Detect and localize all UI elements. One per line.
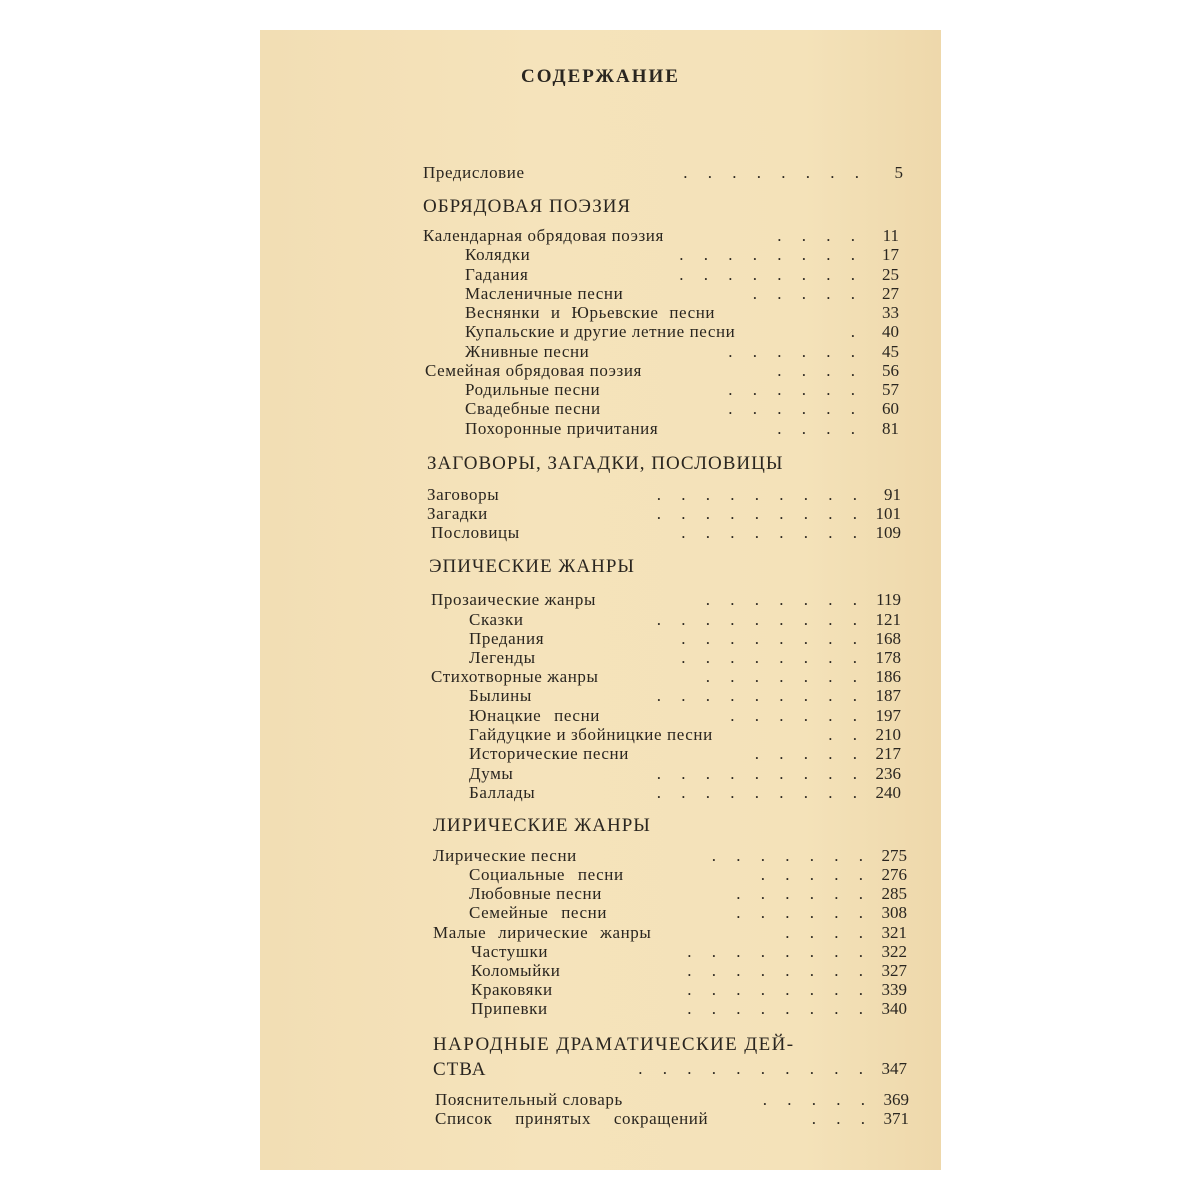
toc-entry-page: 321 xyxy=(881,923,907,942)
toc-entry-page: 340 xyxy=(881,999,907,1018)
toc-entry[interactable] xyxy=(469,865,905,885)
leader-dots: . . . . . . . . xyxy=(687,980,863,999)
toc-entry-page: 56 xyxy=(882,361,899,380)
toc-entry[interactable] xyxy=(469,783,901,803)
toc-entry-page: 308 xyxy=(881,903,907,922)
toc-entry-label: Социальные песни xyxy=(469,865,624,884)
toc-entry-page: 327 xyxy=(881,961,907,980)
leader-dots: . . . . . . . . xyxy=(681,629,857,648)
toc-entry-label: Частушки xyxy=(471,942,549,961)
toc-entry-label: Свадебные песни xyxy=(465,399,601,418)
section-heading-folk-drama: НАРОДНЫЕ ДРАМАТИЧЕСКИЕ ДЕЙ- xyxy=(433,1034,795,1055)
toc-entry-page: 27 xyxy=(882,284,899,303)
toc-entry[interactable] xyxy=(465,380,899,400)
toc-entry[interactable] xyxy=(469,648,901,668)
toc-entry[interactable] xyxy=(465,284,899,304)
toc-entry-page: 347 xyxy=(881,1059,907,1078)
toc-entry[interactable] xyxy=(471,942,905,962)
toc-entry-page: 119 xyxy=(876,590,901,609)
toc-entry-page: 210 xyxy=(875,725,901,744)
toc-entry-page: 91 xyxy=(884,485,901,504)
toc-entry-page: 276 xyxy=(881,865,907,884)
toc-entry-label: Семейная обрядовая поэзия xyxy=(425,361,642,380)
section-heading-charms-riddles-proverbs: ЗАГОВОРЫ, ЗАГАДКИ, ПОСЛОВИЦЫ xyxy=(427,453,784,474)
toc-entry[interactable] xyxy=(469,610,901,630)
toc-entry-page: 101 xyxy=(875,504,901,523)
toc-entry[interactable] xyxy=(465,419,899,439)
toc-entry[interactable] xyxy=(465,303,899,323)
toc-entry-page: 168 xyxy=(875,629,901,648)
page-title: СОДЕРЖАНИЕ xyxy=(521,66,680,87)
toc-entry[interactable] xyxy=(423,226,899,246)
toc-entry-label: Краковяки xyxy=(471,980,553,999)
toc-entry[interactable] xyxy=(433,846,905,866)
toc-entry-label: Стихотворные жанры xyxy=(431,667,599,686)
leader-dots: . . . . . . . . xyxy=(679,265,855,284)
leader-dots: . . . . . . . . . xyxy=(656,764,857,783)
toc-entry[interactable] xyxy=(469,884,905,904)
toc-entry-page: 45 xyxy=(882,342,899,361)
toc-entry[interactable] xyxy=(469,725,901,745)
toc-entry-label: Веснянки и Юрьевские песни xyxy=(465,303,716,322)
toc-entry-label: Пояснительный словарь xyxy=(435,1090,623,1109)
toc-entry[interactable] xyxy=(469,744,901,764)
leader-dots: . . . . . xyxy=(762,1090,865,1109)
leader-dots: . . . . . xyxy=(760,865,863,884)
leader-dots: . . . . xyxy=(785,923,863,942)
toc-entry-page: 25 xyxy=(882,265,899,284)
toc-entry-page: 178 xyxy=(875,648,901,667)
leader-dots: . . . . . . . xyxy=(705,667,857,686)
leader-dots: . . . . . . . . . . xyxy=(638,1059,863,1078)
toc-entry-page: 217 xyxy=(875,744,901,763)
toc-entry[interactable] xyxy=(471,980,905,1000)
toc-entry[interactable] xyxy=(425,361,899,381)
leader-dots: . . . . . xyxy=(752,284,855,303)
toc-entry-label: Похоронные причитания xyxy=(465,419,659,438)
section-heading-folk-drama-cont: СТВА xyxy=(433,1059,487,1080)
toc-entry-label: Заговоры xyxy=(427,485,500,504)
toc-entry[interactable] xyxy=(471,999,905,1019)
leader-dots: . . xyxy=(828,725,857,744)
toc-entry[interactable] xyxy=(469,686,901,706)
leader-dots: . . . xyxy=(811,1109,865,1128)
leader-dots: . . . . . . xyxy=(728,342,855,361)
toc-entry[interactable] xyxy=(465,265,899,285)
toc-entry[interactable] xyxy=(433,1059,905,1079)
toc-entry[interactable] xyxy=(469,764,901,784)
leader-dots: . . . . . . xyxy=(736,903,863,922)
toc-entry-page: 322 xyxy=(881,942,907,961)
toc-entry-page: 369 xyxy=(883,1090,909,1109)
toc-entry-page: 285 xyxy=(881,884,907,903)
leader-dots: . . . . . . . . xyxy=(683,163,859,182)
toc-entry-page: 11 xyxy=(882,226,899,245)
toc-entry-label: Малые лирические жанры xyxy=(433,923,652,942)
toc-entry[interactable] xyxy=(435,1109,907,1129)
toc-entry-label: Семейные песни xyxy=(469,903,608,922)
toc-entry[interactable] xyxy=(465,399,899,419)
toc-entry-label: Пословицы xyxy=(431,523,520,542)
section-heading-lyric-genres: ЛИРИЧЕСКИЕ ЖАНРЫ xyxy=(433,815,651,836)
leader-dots: . . . . . . . . . xyxy=(656,686,857,705)
section-heading-ritual-poetry: ОБРЯДОВАЯ ПОЭЗИЯ xyxy=(423,196,632,217)
leader-dots: . . . . . . xyxy=(728,399,855,418)
book-page xyxy=(260,30,941,1170)
leader-dots: . . . . xyxy=(777,419,855,438)
toc-entry-label: Гадания xyxy=(465,265,529,284)
toc-entry[interactable] xyxy=(431,590,901,610)
toc-entry-label: Масленичные песни xyxy=(465,284,624,303)
leader-dots: . . . . . . . . . xyxy=(656,504,857,523)
leader-dots: . . . . . . . . xyxy=(679,245,855,264)
toc-entry-page: 109 xyxy=(875,523,901,542)
toc-entry-label: Прозаические жанры xyxy=(431,590,596,609)
toc-entry-page: 187 xyxy=(875,686,901,705)
leader-dots: . . . . . xyxy=(754,744,857,763)
toc-entry-label: Родильные песни xyxy=(465,380,601,399)
toc-entry[interactable] xyxy=(469,706,901,726)
leader-dots: . . . . . . . . xyxy=(687,999,863,1018)
toc-entry-page: 240 xyxy=(875,783,901,802)
toc-entry[interactable] xyxy=(465,342,899,362)
toc-entry-label: Загадки xyxy=(427,504,488,523)
leader-dots: . . . . . . . . . xyxy=(656,485,857,504)
toc-entry-label: Список принятых сокращений xyxy=(435,1109,709,1128)
leader-dots: . . . . . . xyxy=(736,884,863,903)
leader-dots: . . . . . . . . xyxy=(681,648,857,667)
toc-entry[interactable] xyxy=(423,163,903,183)
toc-entry-label: Исторические песни xyxy=(469,744,629,763)
leader-dots: . . . . . . . . xyxy=(687,942,863,961)
toc-entry-label: Баллады xyxy=(469,783,536,802)
toc-entry-page: 371 xyxy=(883,1109,909,1128)
toc-entry-label: Гайдуцкие и збойницкие песни xyxy=(469,725,713,744)
toc-entry[interactable] xyxy=(465,245,899,265)
toc-entry-label: Лирические песни xyxy=(433,846,577,865)
toc-entry-label: Сказки xyxy=(469,610,524,629)
toc-entry[interactable] xyxy=(465,322,899,342)
toc-entry-page: 33 xyxy=(882,303,899,322)
toc-entry-page: 339 xyxy=(881,980,907,999)
toc-entry[interactable] xyxy=(431,523,901,543)
toc-entry-label: Легенды xyxy=(469,648,536,667)
toc-entry-label: Припевки xyxy=(471,999,548,1018)
toc-entry-page: 57 xyxy=(882,380,899,399)
toc-entry-label: Думы xyxy=(469,764,514,783)
leader-dots: . . . . . . . xyxy=(705,590,857,609)
toc-entry-label: Купальские и другие летние песни xyxy=(465,322,736,341)
toc-entry[interactable] xyxy=(435,1090,907,1110)
leader-dots: . . . . xyxy=(777,226,855,245)
toc-entry-label: Жнивные песни xyxy=(465,342,590,361)
toc-entry[interactable] xyxy=(471,961,905,981)
leader-dots: . . . . . . . xyxy=(711,846,863,865)
toc-entry-page: 81 xyxy=(882,419,899,438)
leader-dots: . . . . xyxy=(777,361,855,380)
toc-entry-label: Календарная обрядовая поэзия xyxy=(423,226,664,245)
toc-entry[interactable] xyxy=(469,903,905,923)
toc-entry-page: 275 xyxy=(881,846,907,865)
toc-entry[interactable] xyxy=(433,923,905,943)
leader-dots: . . . . . . xyxy=(728,380,855,399)
toc-entry-page: 17 xyxy=(882,245,899,264)
toc-entry-label: Колядки xyxy=(465,245,531,264)
toc-entry-page: 186 xyxy=(875,667,901,686)
toc-entry-label: Предисловие xyxy=(423,163,525,182)
toc-entry-label: Предания xyxy=(469,629,545,648)
toc-entry-page: 5 xyxy=(894,163,903,182)
toc-entry-label: Былины xyxy=(469,686,532,705)
toc-entry[interactable] xyxy=(427,485,901,505)
toc-entry-page: 40 xyxy=(882,322,899,341)
toc-entry[interactable] xyxy=(469,629,901,649)
toc-entry-label: Коломыйки xyxy=(471,961,561,980)
toc-entry[interactable] xyxy=(431,667,901,687)
leader-dots: . . . . . . xyxy=(730,706,857,725)
toc-entry-page: 197 xyxy=(875,706,901,725)
toc-entry[interactable] xyxy=(427,504,901,524)
toc-entry-label: Юнацкие песни xyxy=(469,706,600,725)
leader-dots: . . . . . . . . xyxy=(687,961,863,980)
leader-dots: . xyxy=(850,322,855,341)
section-heading-epic-genres: ЭПИЧЕСКИЕ ЖАНРЫ xyxy=(429,556,635,577)
leader-dots: . . . . . . . . . xyxy=(656,783,857,802)
leader-dots: . . . . . . . . xyxy=(681,523,857,542)
toc-entry-page: 60 xyxy=(882,399,899,418)
toc-entry-page: 121 xyxy=(875,610,901,629)
toc-entry-label: Любовные песни xyxy=(469,884,602,903)
toc-entry-page: 236 xyxy=(875,764,901,783)
leader-dots: . . . . . . . . . xyxy=(656,610,857,629)
